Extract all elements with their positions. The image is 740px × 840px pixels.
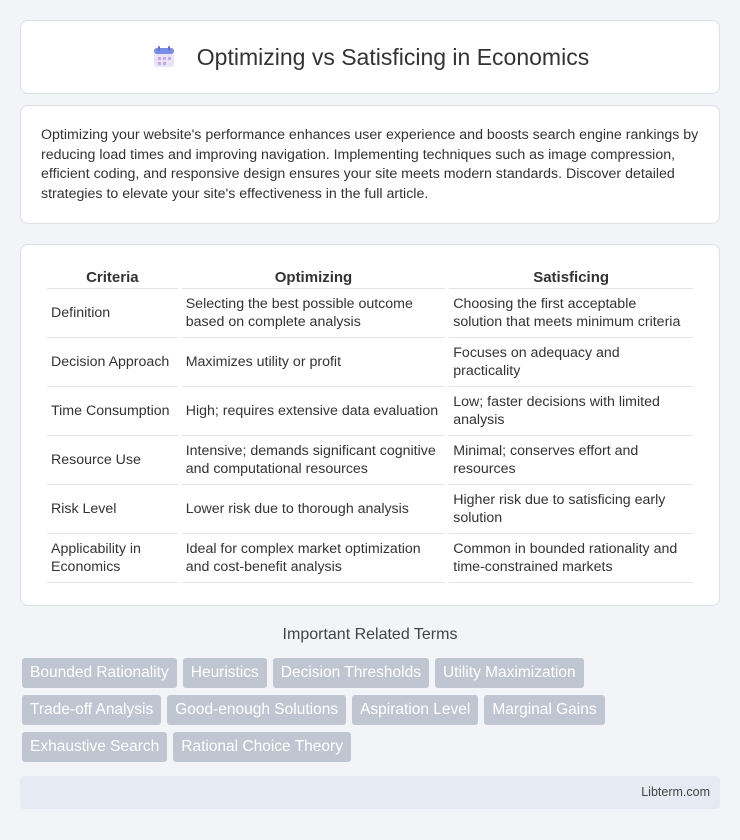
table-cell: Maximizes utility or profit: [182, 338, 446, 387]
table-cell: Intensive; demands significant cognitive and computational resources: [182, 436, 446, 485]
footer: [20, 776, 720, 809]
table-cell: Applicability in Economics: [47, 534, 178, 583]
table-cell: Selecting the best possible outcome based on complete analysis: [182, 289, 446, 338]
table-cell: Focuses on adequacy and practicality: [449, 338, 693, 387]
related-terms-title: Important Related Terms: [282, 626, 458, 643]
related-term-tag[interactable]: Heuristics: [183, 658, 267, 688]
related-term-tag[interactable]: Rational Choice Theory: [173, 732, 351, 762]
table-cell: High; requires extensive data evaluation: [182, 387, 446, 436]
calendar-icon: [151, 44, 177, 70]
intro-card: [20, 105, 720, 224]
related-term-tag[interactable]: Good-enough Solutions: [167, 695, 346, 725]
comparison-table-card: [20, 244, 720, 606]
table-cell: Minimal; conserves effort and resources: [449, 436, 693, 485]
related-term-tag[interactable]: Bounded Rationality: [22, 658, 177, 688]
related-term-tag[interactable]: Exhaustive Search: [22, 732, 167, 762]
related-term-tag[interactable]: Trade-off Analysis: [22, 695, 161, 725]
table-cell: Choosing the first acceptable solution that meets minimum criteria: [449, 289, 693, 338]
table-cell: Risk Level: [47, 485, 178, 534]
table-cell: Higher risk due to satisficing early solution: [449, 485, 693, 534]
table-cell: Definition: [47, 289, 178, 338]
related-terms-list: [22, 658, 722, 769]
table-cell: Common in bounded rationality and time-constrained markets: [449, 534, 693, 583]
column-header: Criteria: [47, 265, 178, 289]
footer-site-link[interactable]: Libterm.com: [641, 785, 710, 799]
intro-text: Optimizing your website's performance enhances user experience and boosts search engine rankings by reducing load times and improving navigation. Implementing techniques such as image compression, efficient coding, and responsive design ensures your site meets modern standards. Discover detailed strategies to elevate your site's effectiveness in the full article.: [41, 127, 699, 202]
related-term-tag[interactable]: Aspiration Level: [352, 695, 478, 725]
table-row: [47, 387, 693, 436]
table-cell: Time Consumption: [47, 387, 178, 436]
table-cell: Decision Approach: [47, 338, 178, 387]
column-header: Satisficing: [449, 265, 693, 289]
column-header: Optimizing: [182, 265, 446, 289]
related-term-tag[interactable]: Utility Maximization: [435, 658, 584, 688]
related-term-tag[interactable]: Decision Thresholds: [273, 658, 429, 688]
comparison-table: [43, 265, 697, 583]
header-card: [20, 20, 720, 94]
table-row: [47, 338, 693, 387]
table-row: [47, 534, 693, 583]
table-cell: Lower risk due to thorough analysis: [182, 485, 446, 534]
table-cell: Resource Use: [47, 436, 178, 485]
table-row: [47, 436, 693, 485]
table-cell: Ideal for complex market optimization and cost-benefit analysis: [182, 534, 446, 583]
page-title: Optimizing vs Satisficing in Economics: [196, 43, 590, 70]
table-cell: Low; faster decisions with limited analysis: [449, 387, 693, 436]
table-header-row: [47, 265, 693, 289]
related-term-tag[interactable]: Marginal Gains: [484, 695, 604, 725]
table-row: [47, 289, 693, 338]
table-row: [47, 485, 693, 534]
